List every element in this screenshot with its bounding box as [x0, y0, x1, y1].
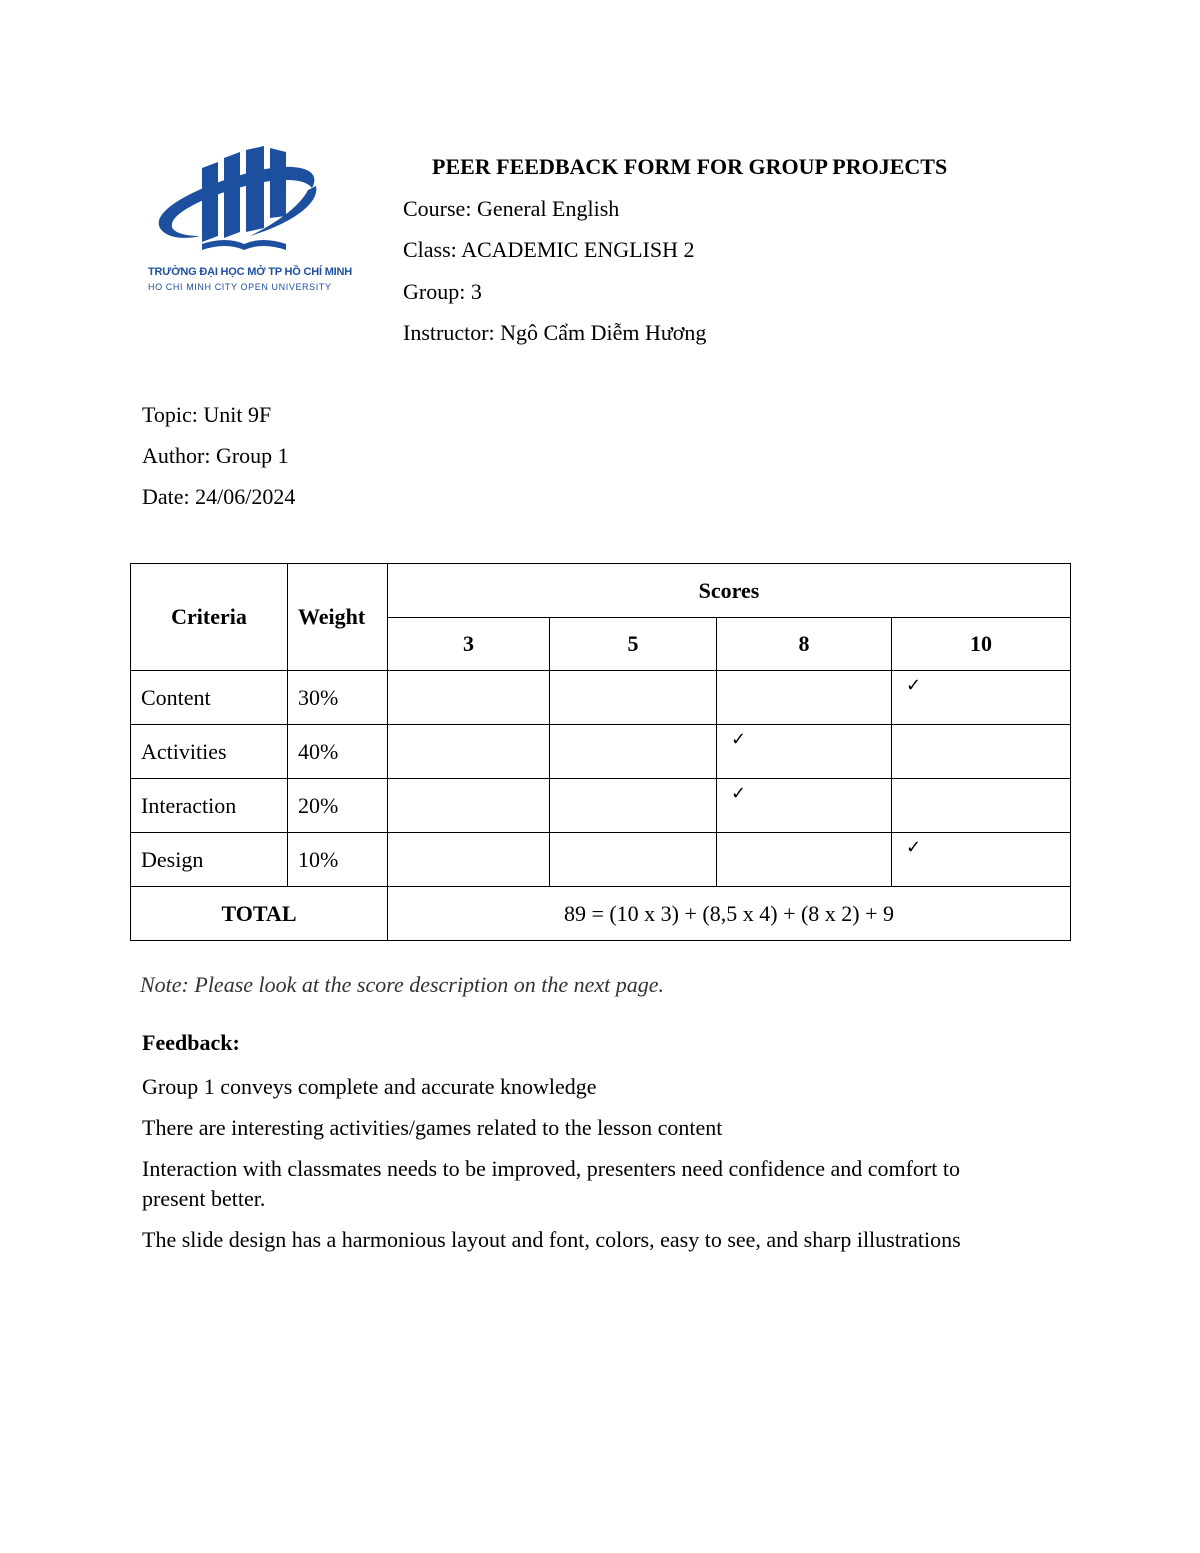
criteria-cell: Interaction [131, 779, 288, 833]
score-cell-8 [717, 833, 892, 887]
criteria-cell: Content [131, 671, 288, 725]
scores-header: Scores [388, 564, 1071, 618]
check-mark-icon: ✓ [906, 675, 922, 696]
weight-cell: 10% [288, 833, 388, 887]
score-cell-3 [388, 833, 550, 887]
table-row [131, 779, 1071, 833]
author-line: Author: Group 1 [142, 443, 289, 468]
score-note: Note: Please look at the score description on the next page. [140, 972, 664, 997]
feedback-heading: Feedback: [142, 1030, 240, 1055]
weight-cell: 30% [288, 671, 388, 725]
check-mark-icon: ✓ [731, 783, 747, 804]
instructor-line: Instructor: Ngô Cẩm Diễm Hương [403, 320, 707, 345]
score-cell-5 [550, 779, 717, 833]
score-cell-10 [892, 671, 1071, 725]
topic-line: Topic: Unit 9F [142, 402, 272, 427]
logo-text-vietnamese: TRƯỜNG ĐẠI HỌC MỞ TP HỒ CHÍ MINH [148, 266, 353, 278]
criteria-cell: Activities [131, 725, 288, 779]
check-mark-icon: ✓ [731, 729, 747, 750]
weight-cell: 20% [288, 779, 388, 833]
date-line: Date: 24/06/2024 [142, 484, 296, 509]
score-level-10: 10 [892, 618, 1071, 671]
check-mark-icon: ✓ [906, 837, 922, 858]
logo-text-english: HO CHI MINH CITY OPEN UNIVERSITY [148, 282, 332, 292]
weight-header: Weight [288, 564, 388, 671]
total-value: 89 = (10 x 3) + (8,5 x 4) + (8 x 2) + 9 [388, 887, 1071, 941]
score-cell-5 [550, 671, 717, 725]
class-line: Class: ACADEMIC ENGLISH 2 [403, 237, 695, 262]
total-label: TOTAL [131, 887, 388, 941]
table-row [131, 725, 1071, 779]
score-cell-10 [892, 833, 1071, 887]
course-line: Course: General English [403, 196, 620, 221]
score-cell-3 [388, 779, 550, 833]
feedback-line: There are interesting activities/games related to the lesson content [142, 1115, 723, 1140]
group-line: Group: 3 [403, 279, 482, 304]
weight-cell: 40% [288, 725, 388, 779]
score-table [130, 563, 1071, 941]
score-cell-10 [892, 725, 1071, 779]
score-cell-10 [892, 779, 1071, 833]
score-level-8: 8 [717, 618, 892, 671]
feedback-line: Interaction with classmates needs to be improved, presenters need confidence and comfort to present better. [142, 1156, 960, 1211]
form-title: PEER FEEDBACK FORM FOR GROUP PROJECTS [432, 154, 948, 179]
criteria-cell: Design [131, 833, 288, 887]
score-cell-8 [717, 779, 892, 833]
feedback-line: Group 1 conveys complete and accurate knowledge [142, 1074, 597, 1099]
criteria-header: Criteria [131, 564, 288, 671]
score-cell-3 [388, 725, 550, 779]
score-cell-8 [717, 671, 892, 725]
score-cell-8 [717, 725, 892, 779]
score-cell-5 [550, 725, 717, 779]
score-cell-5 [550, 833, 717, 887]
score-cell-3 [388, 671, 550, 725]
score-level-3: 3 [388, 618, 550, 671]
feedback-line: The slide design has a harmonious layout and font, colors, easy to see, and sharp illustrations [142, 1227, 961, 1252]
table-row [131, 671, 1071, 725]
table-row [131, 833, 1071, 887]
score-level-5: 5 [550, 618, 717, 671]
